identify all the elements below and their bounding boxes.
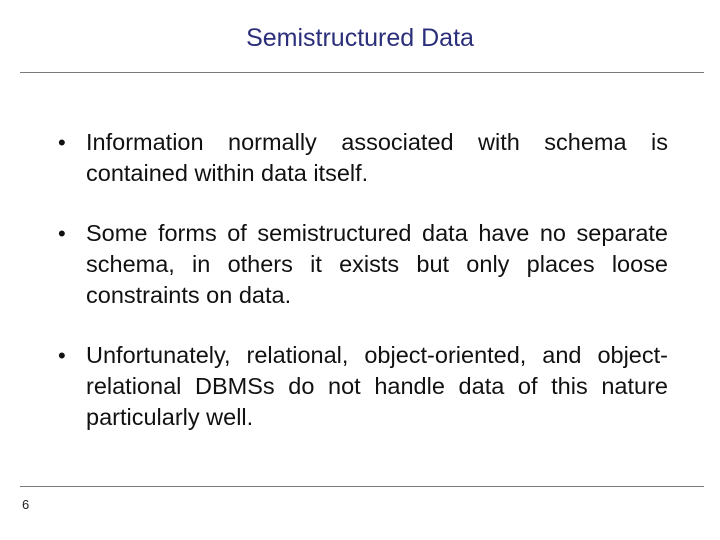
bullet-item [58,127,668,189]
title-divider [20,72,704,73]
bullet-marker: • [58,221,66,246]
bullet-item [58,218,668,311]
bullet-text: Unfortunately, relational, object-oriented, and object-relational DBMSs do not handle data of this nature particularly well. [86,342,668,430]
slide-title: Semistructured Data [246,24,474,52]
bullet-marker: • [58,130,66,155]
bullet-text: Information normally associated with schema is contained within data itself. [86,129,668,186]
page-number: 6 [22,497,30,512]
bullet-text: Some forms of semistructured data have no separate schema, in others it exists but only places loose constraints on data. [86,220,668,308]
bullet-marker: • [58,343,66,368]
bullet-item [58,340,668,433]
footer-divider [20,486,704,487]
